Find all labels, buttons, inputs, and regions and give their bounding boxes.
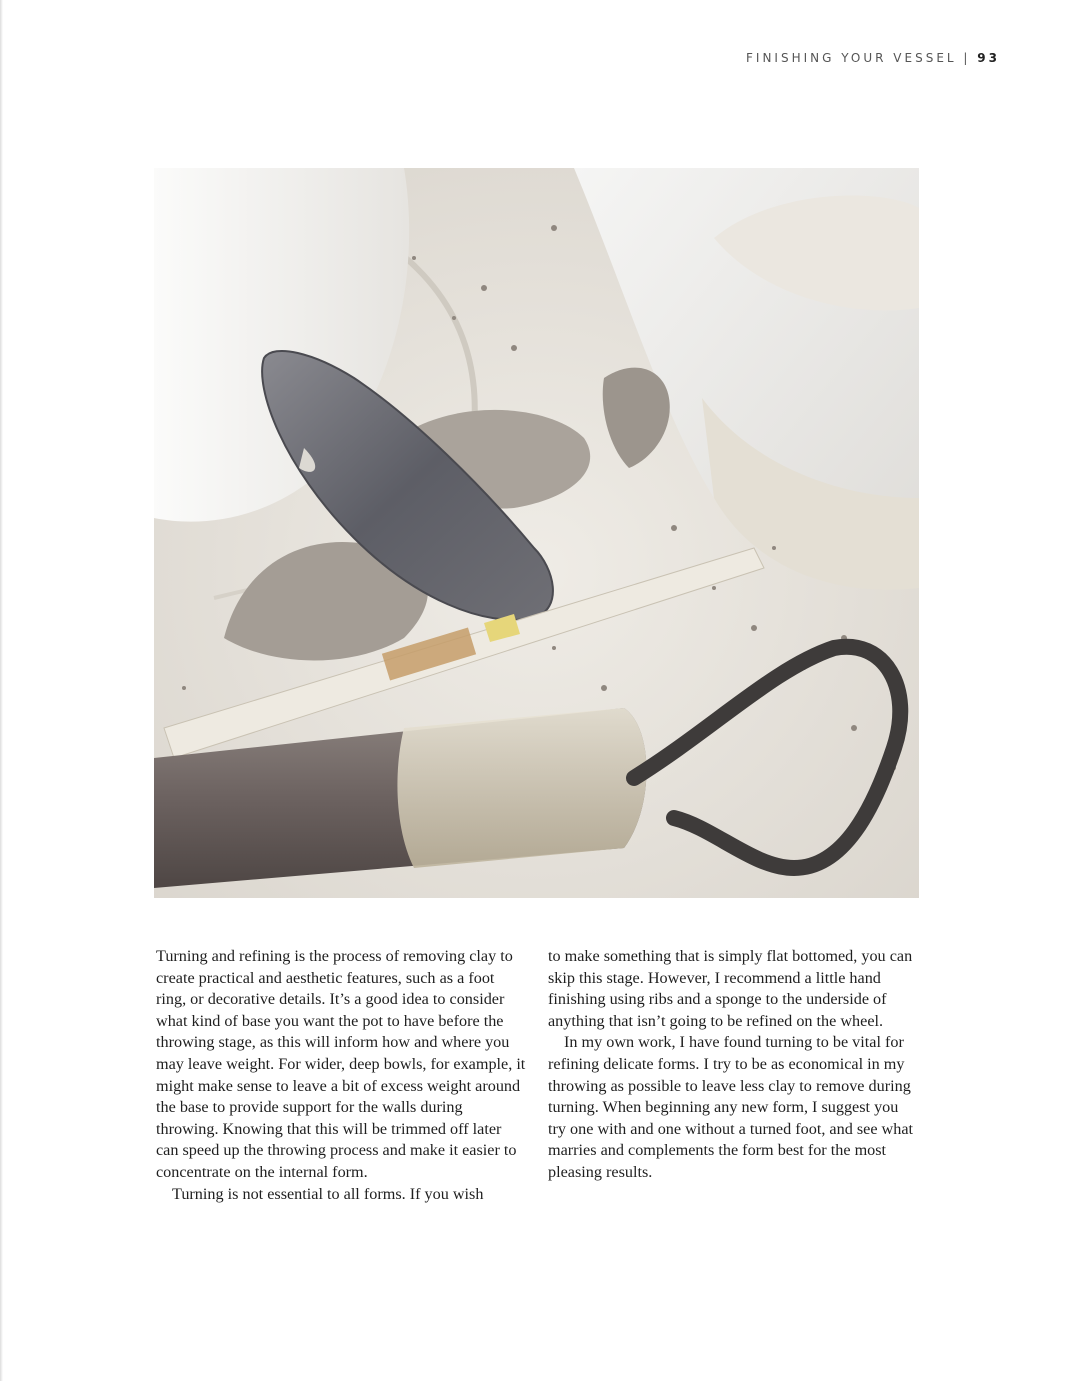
section-title: FINISHING YOUR VESSEL xyxy=(746,51,957,65)
paragraph-turning-end: to make something that is simply flat bottomed, you can skip this stage. However, I recommend a little hand finishing using ribs and a sponge to the underside of anything that isn’t going to be refined on the wheel. xyxy=(548,947,913,1030)
header-separator: | xyxy=(963,51,971,65)
tools-photo-illustration xyxy=(154,168,919,898)
tools-photo xyxy=(154,168,919,898)
body-column-right xyxy=(548,946,918,1184)
paragraph-own-work: In my own work, I have found turning to be vital for refining delicate forms. I try to be as economical in my throwing as possible to leave less clay to remove during turning. When beginning any new form, I suggest you try one with and one without a turned foot, and see what marries and complements the form best for the most pleasing results. xyxy=(548,1033,914,1181)
page-number: 93 xyxy=(977,51,1000,65)
page-edge xyxy=(0,0,3,1381)
running-head xyxy=(746,51,1000,65)
body-column-left xyxy=(156,946,526,1205)
paragraph-intro: Turning and refining is the process of removing clay to create practical and aesthetic features, such as a foot ring, or decorative details. It’s a good idea to consider what kind of base you want the pot to have before the throwing stage, as this will inform how and where you may leave weight. For wider, deep bowls, for example, it might make sense to leave a bit of excess weight around the base to provide support for the walls during throwing. Knowing that this will be trimmed off later can speed up the throwing process and make it easier to concentrate on the internal form. xyxy=(156,947,526,1181)
paragraph-turning-start: Turning is not essential to all forms. If you wish xyxy=(172,1184,484,1203)
